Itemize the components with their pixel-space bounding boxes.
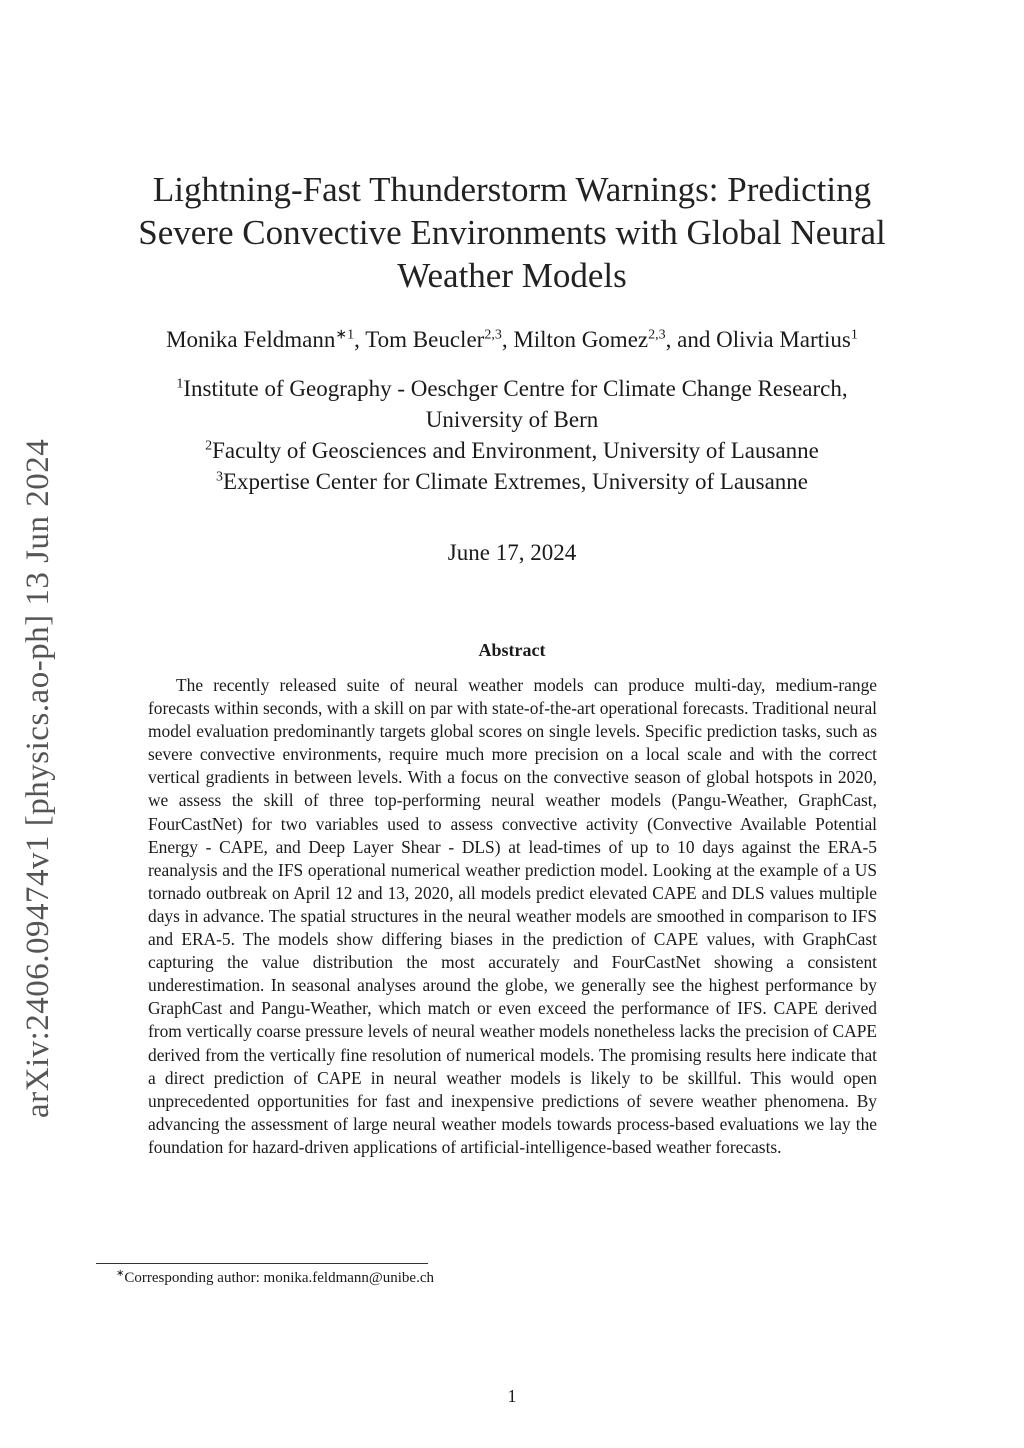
affiliation-text: Expertise Center for Climate Extremes, University of Lausanne [222, 469, 809, 494]
affiliation-text: Institute of Geography - Oeschger Centre for Climate Change Research, [183, 376, 848, 401]
author-list [60, 325, 964, 355]
author-separator: , and [665, 327, 717, 352]
author-name: Tom Beucler [365, 327, 485, 352]
publication-date: June 17, 2024 [447, 540, 577, 565]
author-name: Monika Feldmann [166, 327, 336, 352]
footnote-marker: ∗ [116, 1268, 125, 1279]
abstract-heading: Abstract [478, 640, 546, 660]
footnote-text: Corresponding author: monika.feldmann@unibe.ch [124, 1270, 434, 1286]
author-affiliation-marker: 2,3 [484, 327, 502, 343]
arxiv-identifier-stamp: arXiv:2406.09474v1 [physics.ao-ph] 13 Jun 2024 [20, 438, 56, 1118]
affiliation-marker: 3 [215, 469, 223, 485]
affiliation-3 [60, 466, 964, 497]
title-line-2: Severe Convective Environments with Global Neural [138, 213, 886, 252]
author-separator: , [354, 327, 366, 352]
affiliation-2 [60, 435, 964, 466]
author-name: Milton Gomez [513, 327, 649, 352]
author-affiliation-marker: ∗1 [335, 327, 355, 343]
author-affiliation-marker: 1 [850, 327, 858, 343]
affiliation-1-continued: University of Bern [425, 407, 599, 432]
footnote-divider [96, 1263, 428, 1264]
author-name: Olivia Martius [716, 327, 851, 352]
author-separator: , [501, 327, 514, 352]
abstract-paragraph: The recently released suite of neural weather models can produce multi-day, medium-range forecasts within seconds, with a skill on par with state-of-the-art operational forecasts. Traditional neural model evaluation predominantly targets global scores on single levels. Specific prediction tasks, such as severe convective environments, require much more precision on a local scale and with the correct vertical gradients in between levels. With a focus on the convective season of global hotspots in 2020, we assess the skill of three top-performing neural weather models (Pangu-Weather, GraphCast, FourCastNet) for two variables used to assess convective activity (Convective Available Potential Energy - CAPE, and Deep Layer Shear - DLS) at lead-times of up to 10 days against the ERA-5 reanalysis and the IFS operational numerical weather prediction model. Looking at the example of a US tornado outbreak on April 12 and 13, 2020, all models predict elevated CAPE and DLS values multiple days in advance. The spatial structures in the neural weather models are smoothed in comparison to IFS and ERA-5. The models show differing biases in the prediction of CAPE values, with GraphCast capturing the value distribution the most accurately and FourCastNet showing a consistent underestimation. In seasonal analyses around the globe, we generally see the highest performance by GraphCast and Pangu-Weather, which match or even exceed the performance of IFS. CAPE derived from vertically coarse pressure levels of neural weather models nonetheless lacks the precision of CAPE derived from the vertically fine resolution of numerical models. The promising results here indicate that a direct prediction of CAPE in neural weather models is likely to be skillful. This would open unprecedented opportunities for fast and inexpensive predictions of severe weather phenomena. By advancing the assessment of large neural weather models towards process-based evaluations we lay the foundation for hazard-driven applications of artificial-intelligence-based weather forecasts. [148, 675, 877, 1157]
affiliation-marker: 1 [176, 376, 184, 392]
author-affiliation-marker: 2,3 [648, 327, 666, 343]
footnote [116, 1268, 816, 1288]
title-line-3: Weather Models [397, 256, 627, 295]
title-line-1: Lightning-Fast Thunderstorm Warnings: Predicting [152, 170, 872, 209]
page-number: 1 [507, 1386, 517, 1406]
affiliation-marker: 2 [205, 438, 213, 454]
affiliation-1 [60, 373, 964, 404]
paper-title [112, 168, 912, 297]
affiliation-list [60, 373, 964, 497]
abstract-body [148, 674, 877, 1159]
affiliation-text: Faculty of Geosciences and Environment, University of Lausanne [212, 438, 819, 463]
